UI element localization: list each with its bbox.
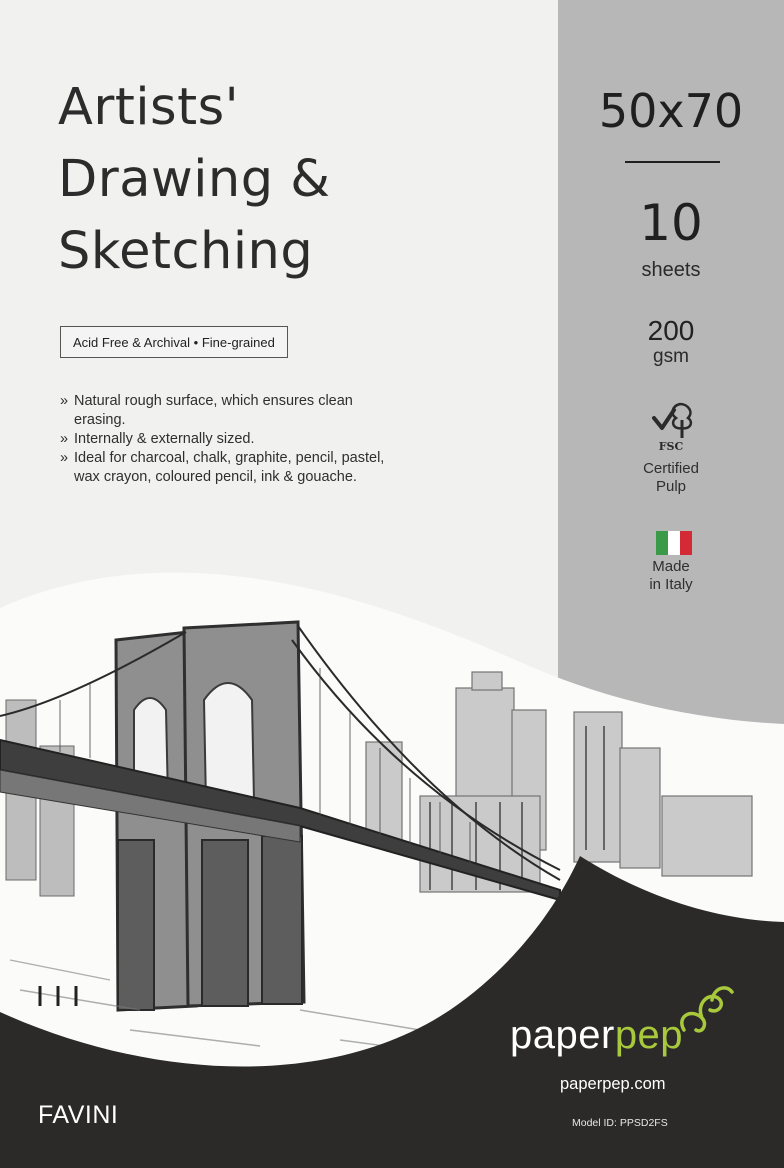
feature-item bbox=[60, 392, 390, 430]
brand-wordmark bbox=[510, 1010, 683, 1060]
fsc-caption bbox=[558, 460, 784, 496]
feature-text: Internally & externally sized. bbox=[74, 431, 255, 447]
sheet-count: 10 bbox=[639, 194, 703, 252]
origin-caption bbox=[558, 558, 784, 594]
brand-name-pep: pep bbox=[614, 1013, 684, 1057]
fsc-caption-line-1: Certified bbox=[643, 460, 699, 477]
title-line-2: Drawing & bbox=[58, 150, 331, 209]
fsc-tree-check-icon bbox=[650, 400, 696, 440]
paper-weight: 200 bbox=[647, 315, 695, 346]
acid-free-tagline: Acid Free & Archival • Fine-grained bbox=[60, 326, 288, 358]
fsc-logo-text: FSC bbox=[658, 440, 684, 453]
feature-item bbox=[60, 430, 390, 449]
origin-caption-line-1: Made bbox=[652, 558, 690, 575]
product-title bbox=[58, 72, 331, 288]
feature-item bbox=[60, 449, 390, 487]
sheet-count-label: sheets bbox=[641, 259, 701, 281]
origin-caption-line-2: in Italy bbox=[649, 576, 693, 593]
model-id: Model ID: PPSD2FS bbox=[572, 1117, 668, 1129]
paper-weight-unit: gsm bbox=[653, 346, 689, 367]
bullet-mark: » bbox=[60, 431, 69, 447]
sheet-size: 50x70 bbox=[598, 84, 744, 138]
manufacturer-name: FAVINI bbox=[38, 1101, 119, 1129]
bullet-mark: » bbox=[60, 450, 69, 466]
title-line-3: Sketching bbox=[58, 222, 314, 281]
feature-list bbox=[60, 392, 390, 487]
feature-text: Natural rough surface, which ensures clean erasing. bbox=[74, 393, 353, 428]
divider bbox=[625, 161, 720, 163]
bullet-mark: » bbox=[60, 393, 69, 409]
feature-text: Ideal for charcoal, chalk, graphite, pencil, pastel, wax crayon, coloured pencil, ink & gouache. bbox=[74, 450, 385, 485]
title-line-1: Artists' bbox=[58, 78, 240, 137]
fsc-caption-line-2: Pulp bbox=[655, 478, 687, 495]
brand-name-paper: paper bbox=[510, 1013, 615, 1057]
italy-flag-icon bbox=[656, 531, 692, 555]
brand-website: paperpep.com bbox=[560, 1075, 666, 1093]
